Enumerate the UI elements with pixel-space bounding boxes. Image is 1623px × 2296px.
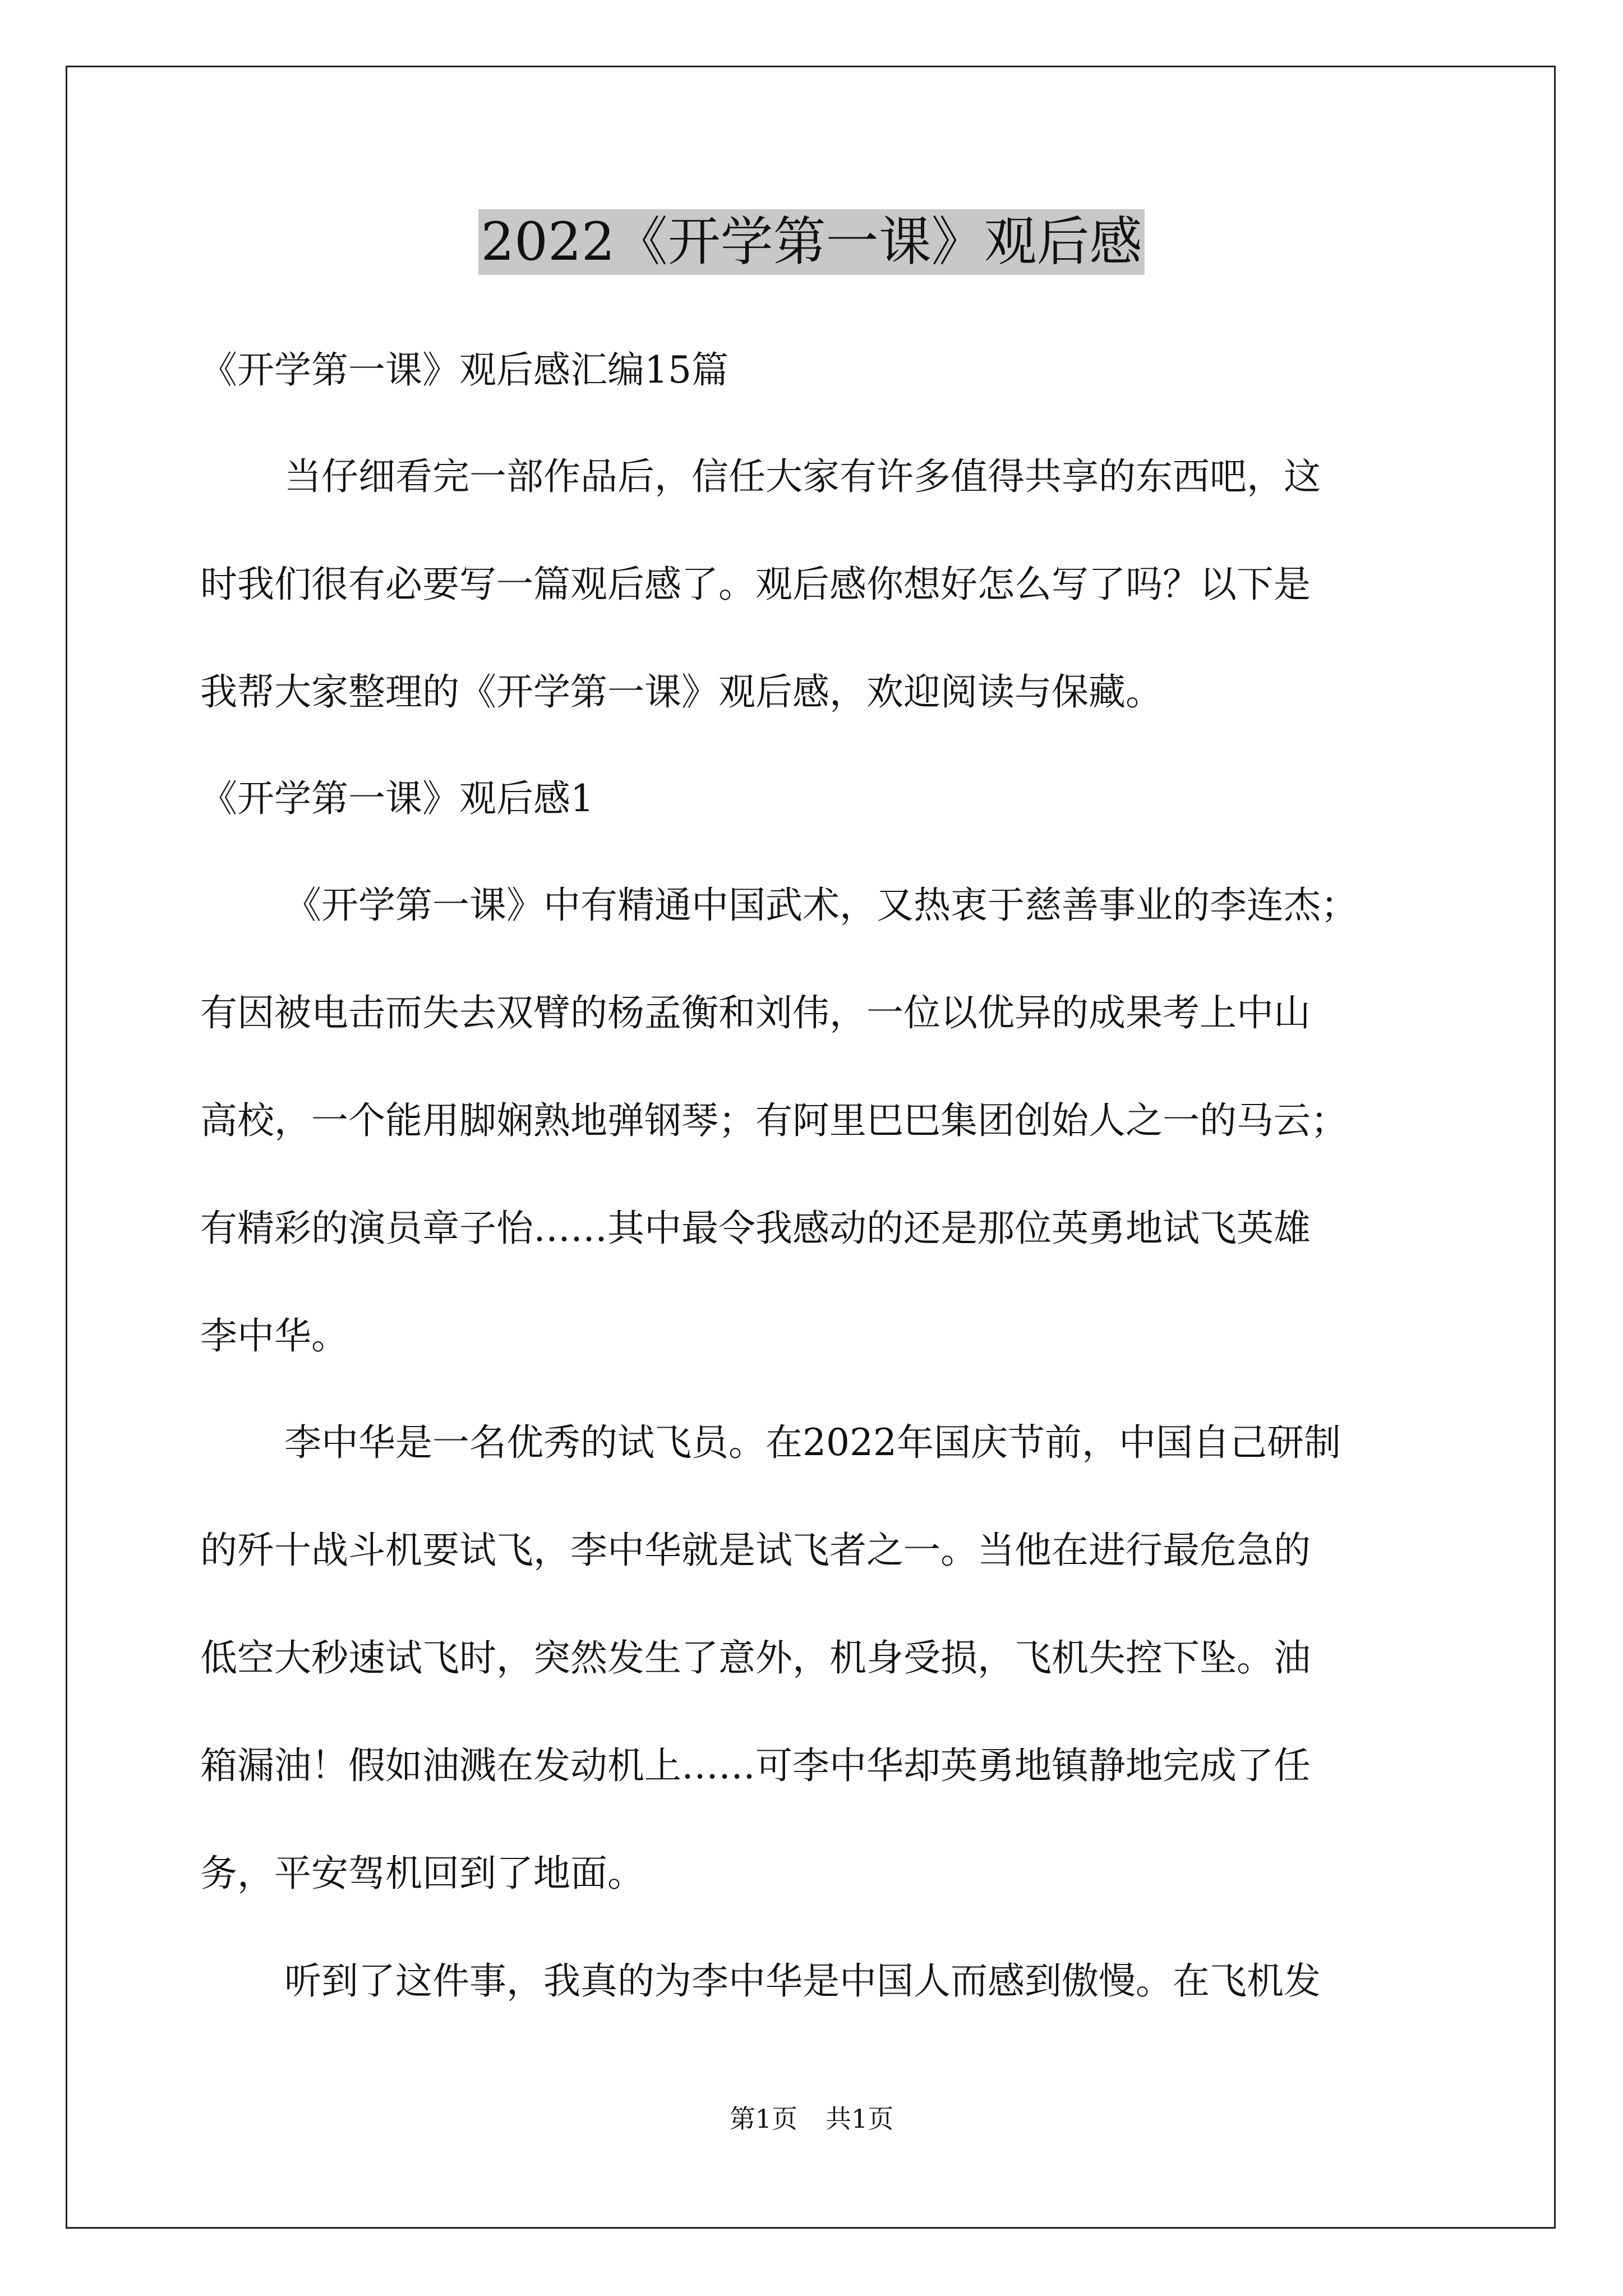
page-footer <box>0 2102 1623 2136</box>
paragraph2-line-2: 的歼十战斗机要试飞，李中华就是试飞者之一。当他在进行最危急的 <box>200 1529 1311 1572</box>
section-heading: 《开学第一课》观后感1 <box>200 777 594 820</box>
paragraph1-line-3: 高校，一个能用脚娴熟地弹钢琴；有阿里巴巴集团创始人之一的马云； <box>200 1099 1348 1142</box>
paragraph1-line-5: 李中华。 <box>200 1314 348 1358</box>
paragraph3-line-1: 听到了这件事，我真的为李中华是中国人而感到傲慢。在飞机发 <box>284 1959 1321 2003</box>
intro-line-3: 我帮大家整理的《开学第一课》观后感，欢迎阅读与保藏。 <box>200 670 1163 714</box>
intro-line-1: 当仔细看完一部作品后，信任大家有许多值得共享的东西吧，这 <box>284 455 1321 498</box>
page-number-current: 第1页 <box>729 2104 797 2134</box>
paragraph2-line-4: 箱漏油！假如油溅在发动机上……可李中华却英勇地镇静地完成了任 <box>200 1744 1311 1787</box>
paragraph1-line-2: 有因被电击而失去双臂的杨孟衡和刘伟，一位以优异的成果考上中山 <box>200 991 1311 1034</box>
paragraph2-line-1: 李中华是一名优秀的试飞员。在2022年国庆节前，中国自己研制 <box>284 1421 1341 1464</box>
document-title-text: 2022《开学第一课》观后感 <box>478 209 1144 275</box>
page-number-total: 共1页 <box>826 2104 894 2134</box>
document-subtitle: 《开学第一课》观后感汇编15篇 <box>200 348 728 392</box>
paragraph2-line-5: 务，平安驾机回到了地面。 <box>200 1852 644 1895</box>
document-title <box>0 208 1623 277</box>
paragraph1-line-4: 有精彩的演员章子怡……其中最令我感动的还是那位英勇地试飞英雄 <box>200 1207 1311 1250</box>
intro-line-2: 时我们很有必要写一篇观后感了。观后感你想好怎么写了吗？以下是 <box>200 563 1311 606</box>
paragraph1-line-1: 《开学第一课》中有精通中国武术，又热衷于慈善事业的李连杰； <box>284 884 1358 927</box>
paragraph2-line-3: 低空大秒速试飞时，突然发生了意外，机身受损，飞机失控下坠。油 <box>200 1636 1311 1680</box>
